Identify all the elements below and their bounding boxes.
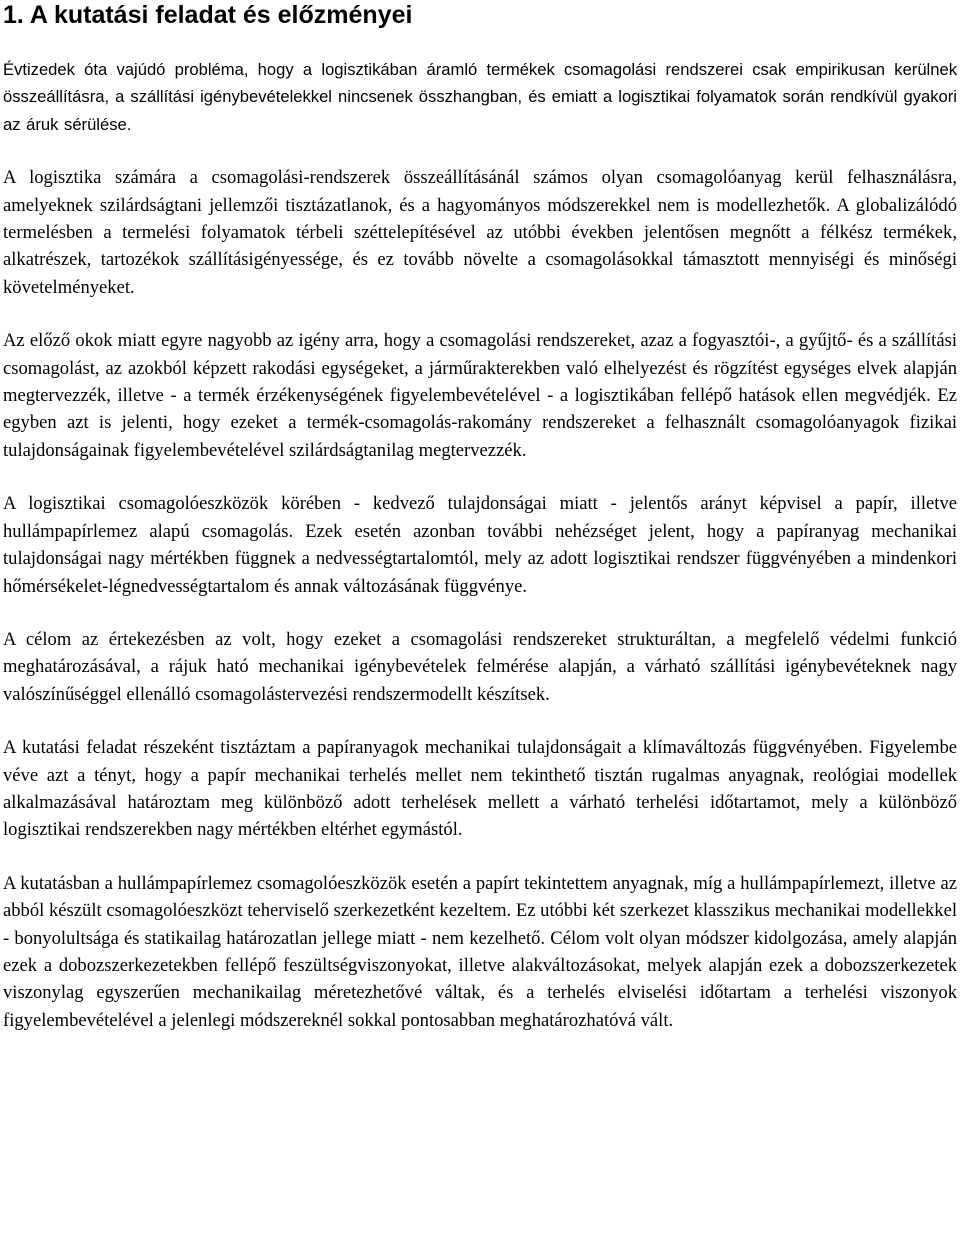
paragraph-research-task: A kutatási feladat részeként tisztáztam a papíranyagok mechanikai tulajdonságait a klímaváltozás függvényében. Figyelembe véve azt a tényt, hogy a papír mechanikai terhelés mellet nem tekinthető tisztán rugalmas anyagnak, reológiai modellek alkalmazásával határoztam meg különböző adott terhelések mellett a várható terhelési időtartamot, mely a különböző logisztikai rendszerekben nagy mértékben eltérhet egymástól. — [3, 737, 957, 841]
paragraph-demand: Az előző okok miatt egyre nagyobb az igény arra, hogy a csomagolási rendszereket, azaz a fogyasztói-, a gyűjtő- és a szállítási csomagolást, az azokból képzett rakodási egységeket, a járműrakterekben való elhelyezést és rögzítést egységes elvek alapján megtervezzék, illetve - a termék érzékenységének figyelembevételével - a logisztikában fellépő hatások ellen megvédjék. Ez egyben azt is jelenti, hogy ezeket a termék-csomagolás-rakomány rendszereket a felhasznált csomagolóanyagok fizikai tulajdonságainak figyelembevételével szilárdságtanilag megtervezzék. — [3, 330, 957, 461]
section-heading: 1. A kutatási feladat és előzményei — [3, 1, 413, 29]
document-page — [3, 0, 957, 1060]
paragraph-paper-packaging: A logisztikai csomagolóeszközök körében - kedvező tulajdonságai miatt - jelentős arányt képvisel a papír, illetve hullámpapírlemez alapú csomagolás. Ezek esetén azonban további nehézséget jelent, hogy a papíranyag mechanikai tulajdonságai nagy mértékben függnek a nedvességtartalomtól, mely az adott logisztikai rendszer függvényében a mindenkori hőmérsékelet-légnedvességtartalom és annak változásának függvénye. — [3, 493, 957, 597]
paragraph-intro: Évtizedek óta vajúdó probléma, hogy a logisztikában áramló termékek csomagolási rendszerei csak empirikusan kerülnek összeállításra, a szállítási igénybevételekkel nincsenek összhangban, és emiatt a logisztikai folyamatok során rendkívül gyakori az áruk sérülése. — [3, 60, 957, 134]
paragraph-goal: A célom az értekezésben az volt, hogy ezeket a csomagolási rendszereket strukturáltan, a megfelelő védelmi funkció meghatározásával, a rájuk ható mechanikai igénybevételek felmérése alapján, a várható szállítási igénybevéteknek nagy valószínűséggel ellenálló csomagolástervezési rendszermodellt készítsek. — [3, 628, 957, 705]
paragraph-corrugated-board: A kutatásban a hullámpapírlemez csomagolóeszközök esetén a papírt tekintettem anyagnak, míg a hullámpapírlemezt, illetve az abból készült csomagolóeszközt teherviselő szerkezetként kezeltem. Ez utóbbi két szerkezet klasszikus mechanikai modellekkel - bonyolultsága és statikailag határozatlan jellege miatt - nem kezelhető. Célom volt olyan módszer kidolgozása, amely alapján ezek a dobozszerkezetekben fellépő feszültségviszonyokat, illetve alakváltozásokat, melyek alapján ezek a dobozszerkezetek viszonylag egyszerűen mechanikailag méretezhetővé váltak, és a terhelés elviselési időtartam a terhelési viszonyok figyelembevételével a jelenlegi módszereknél sokkal pontosabban meghatározhatóvá vált. — [3, 872, 957, 1031]
paragraph-packaging-materials: A logisztika számára a csomagolási-rendszerek összeállításánál számos olyan csomagolóanyag kerül felhasználásra, amelyeknek szilárdságtani jellemzői tisztázatlanok, és a hagyományos módszerekkel nem is modellezhetők. A globalizálódó termelésben a termelési folyamatok térbeli széttelepítésével az utóbbi években jelentősen megnőtt a félkész termékek, alkatrészek, tartozékok szállításigényessége, és ez tovább növelte a csomagolásokkal támasztott mennyiségi és minőségi követelményeket. — [3, 167, 957, 298]
